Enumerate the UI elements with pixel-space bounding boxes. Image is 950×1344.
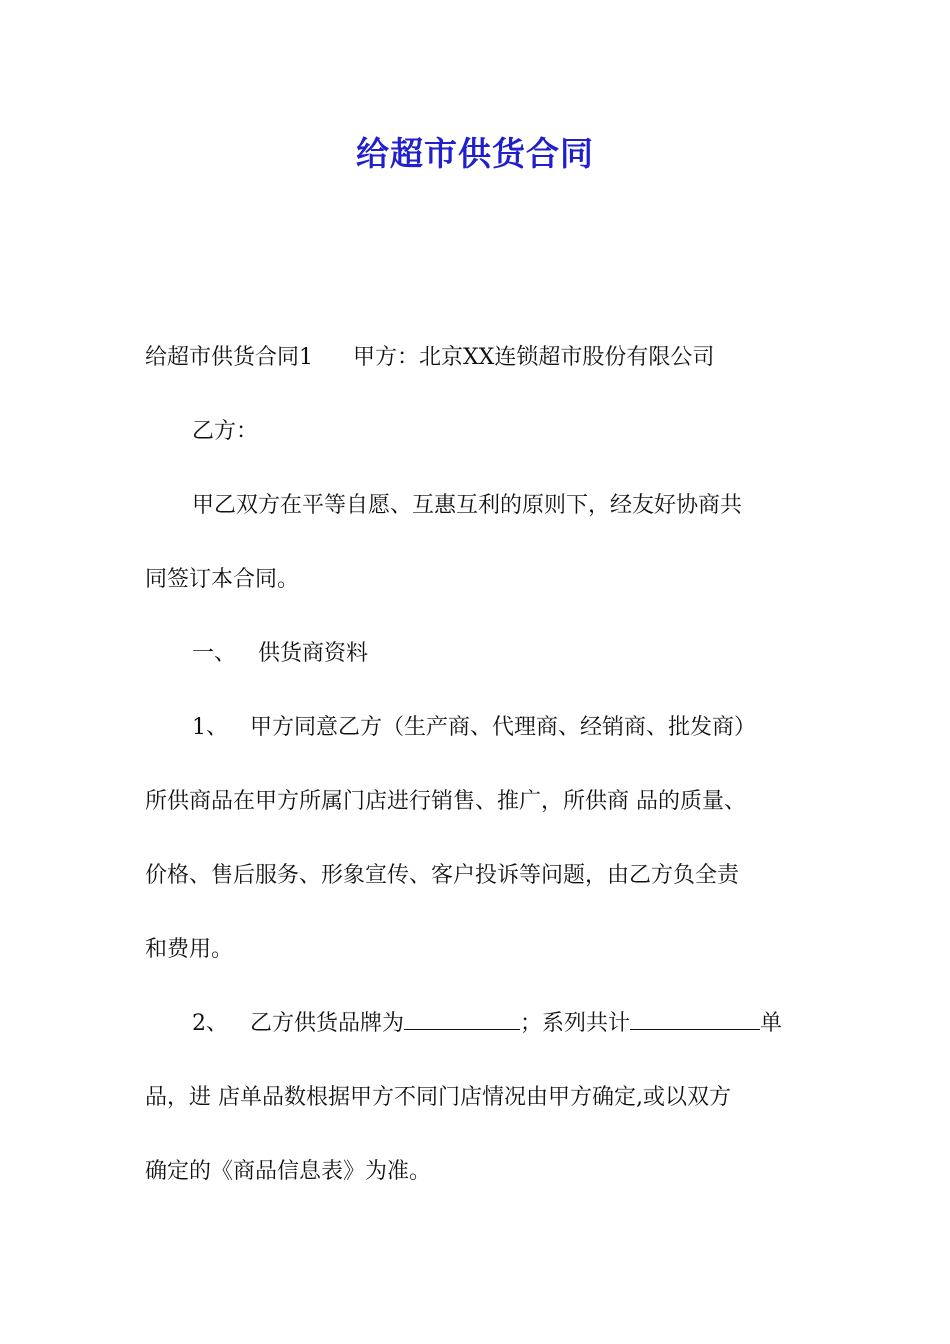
document-body: [145, 321, 810, 1209]
party-a: 甲方：北京XX连锁超市股份有限公司: [353, 345, 715, 370]
clause-line: 2、 乙方供货品牌为 ；系列共计 单: [145, 987, 810, 1061]
paragraph-line: [145, 321, 810, 395]
paragraph-line: 价格、售后服务、形象宣传、客户投诉等问题，由乙方负全责: [145, 863, 740, 888]
paragraph-line: 和费用。: [145, 937, 234, 962]
party-b: 乙方：: [192, 419, 259, 444]
paragraph-line: 甲乙双方在平等自愿、互惠互利的原则下，经友好协商共: [192, 493, 743, 518]
document-title: 给超市供货合同: [356, 134, 594, 173]
series-count-blank: [630, 1007, 760, 1030]
section-heading: 一、 供货商资料: [192, 641, 369, 666]
paragraph-line: 品，进 店单品数根据甲方不同门店情况由甲方确定,或以双方: [145, 1085, 731, 1110]
paragraph-line: 同签订本合同。: [145, 567, 300, 592]
brand-blank: [404, 1007, 520, 1030]
paragraph-line: 确定的《商品信息表》为准。: [145, 1159, 432, 1184]
clause-line: 1、 甲方同意乙方（生产商、代理商、经销商、批发商）: [192, 715, 757, 740]
contract-number: 给超市供货合同1: [145, 345, 313, 370]
paragraph-line: 所供商品在甲方所属门店进行销售、推广，所供商 品的质量、: [145, 789, 746, 814]
